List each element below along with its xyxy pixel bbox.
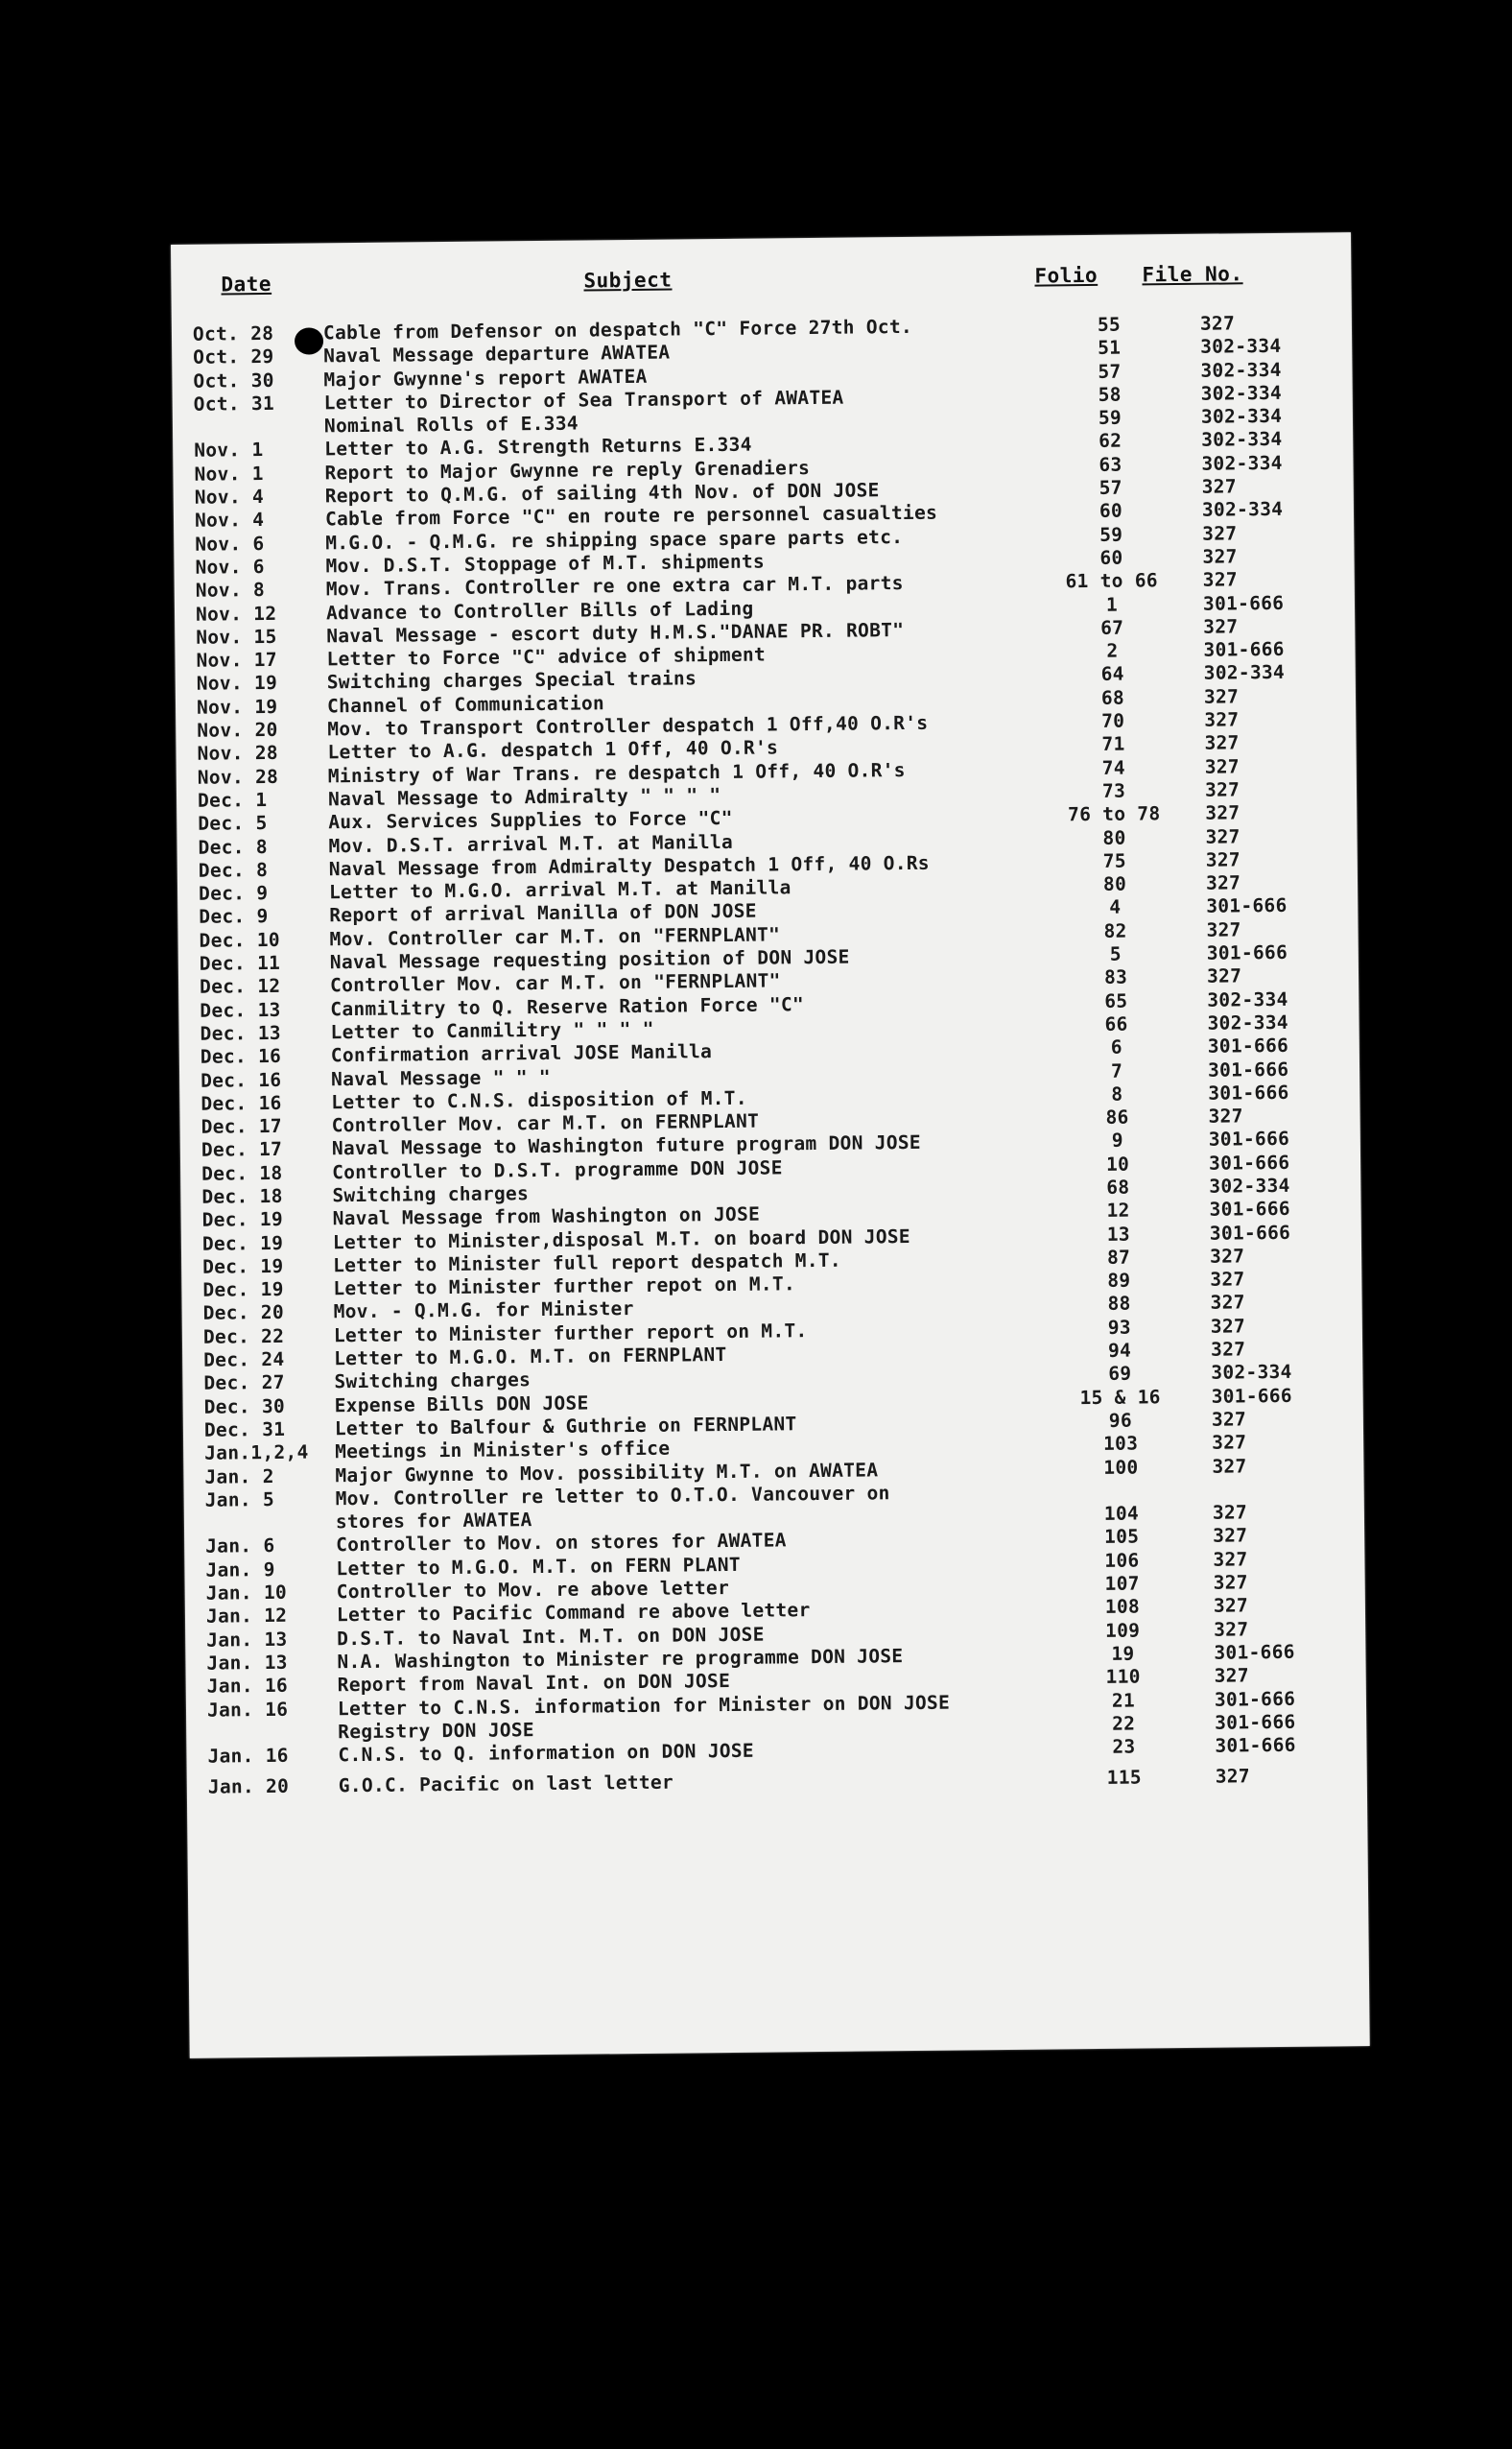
row-subject: Ministry of War Trans. re despatch 1 Off, 40 O.R's bbox=[327, 758, 906, 787]
row-folio: 57 bbox=[1099, 476, 1122, 499]
row-subject: Major Gwynne to Mov. possibility M.T. on AWATEA bbox=[335, 1458, 879, 1486]
row-date: Dec. 19 bbox=[202, 1277, 284, 1301]
row-file-no: 302-334 bbox=[1201, 451, 1283, 475]
row-date: Nov. 28 bbox=[197, 742, 278, 766]
row-file-no: 327 bbox=[1203, 685, 1240, 708]
row-date: Oct. 30 bbox=[193, 369, 274, 392]
row-folio: 88 bbox=[1107, 1293, 1131, 1316]
row-file-no: 327 bbox=[1205, 871, 1241, 894]
row-folio: 82 bbox=[1103, 919, 1127, 942]
row-date: Jan. 16 bbox=[206, 1698, 289, 1722]
row-file-no: 327 bbox=[1204, 755, 1240, 778]
row-file-no: 301-666 bbox=[1206, 894, 1288, 918]
row-folio: 83 bbox=[1103, 965, 1128, 989]
row-date: Nov. 20 bbox=[197, 718, 278, 742]
row-subject: Mov. to Transport Controller despatch 1 Off,40 O.R's bbox=[327, 711, 929, 741]
row-file-no: 301-666 bbox=[1209, 1198, 1290, 1221]
row-file-no: 327 bbox=[1212, 1454, 1247, 1478]
row-date: Jan. 2 bbox=[204, 1464, 274, 1488]
row-file-no: 301-666 bbox=[1209, 1221, 1291, 1245]
row-file-no: 327 bbox=[1210, 1315, 1246, 1338]
row-date: Dec. 11 bbox=[199, 951, 281, 975]
row-subject: Mov. D.S.T. arrival M.T. at Manilla bbox=[328, 830, 734, 857]
row-folio: 69 bbox=[1108, 1362, 1132, 1386]
row-file-no: 327 bbox=[1210, 1338, 1246, 1361]
row-subject: Letter to Minister further repot on M.T. bbox=[333, 1272, 796, 1300]
row-subject: Mov. D.S.T. Stoppage of M.T. shipments bbox=[325, 550, 766, 578]
row-subject: Report from Naval Int. on DON JOSE bbox=[337, 1670, 731, 1697]
row-date: Dec. 30 bbox=[203, 1394, 286, 1418]
row-date: Dec. 27 bbox=[203, 1371, 285, 1395]
row-subject: Naval Message from Admiralty Despatch 1 Off, 40 O.Rs bbox=[328, 851, 931, 881]
row-subject: Channel of Communication bbox=[326, 692, 605, 718]
row-folio: 13 bbox=[1106, 1223, 1131, 1246]
row-file-no: 327 bbox=[1211, 1408, 1247, 1431]
row-date: Nov. 17 bbox=[196, 649, 277, 672]
row-folio: 103 bbox=[1102, 1432, 1139, 1456]
row-date: Nov. 19 bbox=[196, 695, 278, 719]
row-folio: 68 bbox=[1106, 1176, 1130, 1199]
row-file-no: 327 bbox=[1199, 312, 1236, 335]
row-date: Jan.1,2,4 bbox=[204, 1440, 309, 1464]
row-date: Jan. 13 bbox=[206, 1628, 288, 1652]
row-folio: 59 bbox=[1099, 523, 1123, 546]
row-subject: Report to Q.M.G. of sailing 4th Nov. of DON JOSE bbox=[324, 479, 880, 508]
row-folio: 22 bbox=[1112, 1712, 1136, 1735]
row-file-no: 327 bbox=[1210, 1291, 1245, 1315]
row-subject: N.A. Washington to Minister re programme DON JOSE bbox=[337, 1645, 904, 1674]
row-subject: Mov. Trans. Controller re one extra car M.T. parts bbox=[325, 572, 904, 601]
row-date: Dec. 1 bbox=[197, 788, 268, 812]
row-date: Jan. 9 bbox=[205, 1557, 275, 1581]
row-folio: 62 bbox=[1099, 430, 1122, 453]
row-file-no: 327 bbox=[1213, 1524, 1248, 1548]
row-subject: Letter to C.N.S. disposition of M.T. bbox=[331, 1086, 747, 1114]
row-subject: Mov. - Q.M.G. for Minister bbox=[333, 1297, 634, 1323]
row-file-no: 302-334 bbox=[1207, 987, 1288, 1011]
row-subject: Letter to C.N.S. information for Minister on DON JOSE bbox=[337, 1691, 951, 1720]
row-date: Dec. 22 bbox=[202, 1324, 285, 1348]
row-folio: 65 bbox=[1104, 989, 1128, 1012]
row-folio: 70 bbox=[1101, 709, 1125, 732]
row-folio: 55 bbox=[1097, 313, 1122, 336]
row-folio: 60 bbox=[1099, 500, 1123, 523]
row-subject: Letter to M.G.O. M.T. on FERN PLANT bbox=[336, 1553, 741, 1581]
row-date: Jan. 5 bbox=[204, 1487, 275, 1511]
header-date: Date bbox=[221, 272, 272, 297]
row-file-no: 327 bbox=[1206, 964, 1242, 988]
row-subject: Switching charges Special trains bbox=[326, 667, 697, 694]
row-subject: Nominal Rolls of E.334 bbox=[323, 412, 579, 438]
row-file-no: 327 bbox=[1209, 1245, 1245, 1268]
row-folio: 87 bbox=[1106, 1246, 1131, 1269]
row-subject: Switching charges bbox=[332, 1182, 530, 1207]
row-date: Dec. 12 bbox=[199, 975, 281, 999]
row-subject: Naval Message to Washington future program DON JOSE bbox=[331, 1131, 922, 1160]
row-folio: 94 bbox=[1107, 1339, 1132, 1362]
row-file-no: 327 bbox=[1205, 824, 1240, 848]
row-folio: 10 bbox=[1105, 1153, 1130, 1176]
row-file-no: 327 bbox=[1202, 522, 1238, 545]
row-date: Dec. 13 bbox=[200, 1021, 282, 1045]
row-subject: stores for AWATEA bbox=[335, 1509, 532, 1534]
row-subject: C.N.S. to Q. information on DON JOSE bbox=[338, 1739, 755, 1767]
row-file-no: 327 bbox=[1213, 1571, 1248, 1594]
row-folio: 96 bbox=[1108, 1409, 1133, 1432]
row-file-no: 301-666 bbox=[1214, 1687, 1296, 1711]
row-subject: Mov. Controller car M.T. on "FERNPLANT" bbox=[329, 923, 781, 951]
row-subject: Letter to Minister,disposal M.T. on board DON JOSE bbox=[332, 1224, 910, 1253]
row-date: Nov. 1 bbox=[194, 439, 264, 463]
row-file-no: 302-334 bbox=[1200, 335, 1282, 359]
row-subject: Cable from Defensor on despatch "C" Force 27th Oct. bbox=[322, 315, 913, 345]
row-date: Dec. 17 bbox=[201, 1138, 283, 1162]
row-file-no: 327 bbox=[1204, 778, 1240, 801]
row-file-no: 327 bbox=[1202, 545, 1238, 568]
row-date: Dec. 19 bbox=[202, 1254, 284, 1278]
row-folio: 1 bbox=[1105, 593, 1119, 616]
row-file-no: 327 bbox=[1208, 1105, 1243, 1128]
row-file-no: 301-666 bbox=[1203, 638, 1285, 661]
row-folio: 100 bbox=[1103, 1456, 1139, 1479]
row-file-no: 302-334 bbox=[1201, 428, 1283, 452]
row-subject: Naval Message requesting position of DON JOSE bbox=[329, 945, 850, 974]
row-date: Jan. 12 bbox=[205, 1605, 288, 1629]
row-file-no: 327 bbox=[1201, 475, 1237, 498]
row-folio: 60 bbox=[1099, 546, 1123, 569]
row-subject: Letter to A.G. Strength Returns E.334 bbox=[324, 434, 752, 461]
row-folio: 19 bbox=[1111, 1642, 1135, 1665]
row-subject: Letter to Minister full report despatch M.T. bbox=[333, 1248, 842, 1277]
header-file-no: File No. bbox=[1142, 262, 1243, 287]
row-file-no: 327 bbox=[1203, 615, 1239, 638]
row-folio: 5 bbox=[1109, 942, 1122, 965]
row-file-no: 301-666 bbox=[1215, 1733, 1296, 1757]
row-folio: 57 bbox=[1098, 360, 1122, 383]
row-date: Dec. 18 bbox=[201, 1161, 283, 1185]
row-date: Dec. 31 bbox=[203, 1417, 286, 1441]
row-folio: 7 bbox=[1110, 1059, 1123, 1082]
row-subject: Major Gwynne's report AWATEA bbox=[323, 365, 648, 391]
row-folio: 93 bbox=[1107, 1316, 1132, 1339]
row-date: Nov. 8 bbox=[195, 579, 266, 603]
row-folio: 115 bbox=[1106, 1766, 1142, 1790]
row-file-no: 302-334 bbox=[1203, 661, 1286, 685]
row-subject: Letter to A.G. despatch 1 Off, 40 O.R's bbox=[327, 736, 779, 764]
row-folio: 51 bbox=[1098, 336, 1122, 360]
row-subject: Report of arrival Manilla of DON JOSE bbox=[329, 900, 757, 927]
row-date: Dec. 13 bbox=[200, 998, 281, 1022]
row-date: Nov. 4 bbox=[194, 486, 265, 509]
row-date: Nov. 12 bbox=[195, 602, 277, 626]
row-subject: Advance to Controller Bills of Lading bbox=[325, 597, 754, 624]
row-folio: 80 bbox=[1102, 872, 1127, 895]
row-file-no: 327 bbox=[1210, 1268, 1245, 1291]
row-subject: Letter to M.G.O. arrival M.T. at Manilla bbox=[328, 876, 791, 904]
row-folio: 9 bbox=[1111, 1129, 1123, 1153]
row-folio: 106 bbox=[1104, 1549, 1140, 1572]
row-folio: 109 bbox=[1104, 1619, 1141, 1642]
row-folio: 2 bbox=[1106, 639, 1119, 662]
row-date: Dec. 20 bbox=[202, 1301, 285, 1325]
row-subject: Letter to Minister further report on M.T. bbox=[333, 1319, 808, 1347]
row-subject: Letter to Canmilitry " " " " bbox=[330, 1017, 654, 1044]
row-date: Jan. 13 bbox=[206, 1651, 288, 1675]
row-folio: 23 bbox=[1112, 1735, 1136, 1758]
row-subject: Cable from Force "C" en route re personnel casualties bbox=[324, 502, 938, 531]
row-subject: G.O.C. Pacific on last letter bbox=[338, 1771, 674, 1797]
row-subject: M.G.O. - Q.M.G. re shipping space spare parts etc. bbox=[325, 525, 904, 554]
row-file-no: 302-334 bbox=[1200, 358, 1282, 382]
row-file-no: 301-666 bbox=[1206, 940, 1288, 964]
row-file-no: 327 bbox=[1213, 1548, 1248, 1571]
row-folio: 15 & 16 bbox=[1079, 1385, 1161, 1409]
row-folio: 74 bbox=[1101, 756, 1125, 779]
row-file-no: 327 bbox=[1214, 1617, 1249, 1641]
row-date: Dec. 8 bbox=[198, 858, 269, 882]
row-file-no: 327 bbox=[1213, 1594, 1249, 1618]
row-folio: 80 bbox=[1102, 826, 1126, 849]
row-subject: Aux. Services Supplies to Force "C" bbox=[328, 807, 733, 834]
row-folio bbox=[1069, 1479, 1174, 1480]
row-file-no: 327 bbox=[1204, 731, 1240, 755]
row-date: Dec. 19 bbox=[201, 1231, 284, 1255]
row-subject: Controller to D.S.T. programme DON JOSE bbox=[332, 1156, 783, 1183]
row-date: Dec. 16 bbox=[200, 1045, 282, 1068]
row-date: Oct. 29 bbox=[193, 345, 274, 369]
row-file-no: 301-666 bbox=[1214, 1640, 1295, 1664]
row-subject: Mov. Controller re letter to O.T.O. Vancouver on bbox=[335, 1482, 890, 1510]
row-folio: 108 bbox=[1104, 1595, 1141, 1619]
row-date: Dec. 9 bbox=[199, 905, 269, 929]
row-subject: Letter to Force "C" advice of shipment bbox=[326, 643, 767, 671]
row-date: Jan. 6 bbox=[205, 1534, 275, 1558]
row-date: Nov. 28 bbox=[197, 765, 279, 789]
row-date: Dec. 9 bbox=[198, 882, 269, 905]
row-date: Oct. 28 bbox=[192, 321, 274, 345]
row-date: Nov. 1 bbox=[194, 462, 264, 486]
row-file-no: 302-334 bbox=[1201, 498, 1284, 522]
row-subject: Controller to Mov. on stores for AWATEA bbox=[336, 1529, 787, 1557]
row-folio: 105 bbox=[1103, 1525, 1140, 1549]
row-file-no: 302-334 bbox=[1211, 1361, 1292, 1385]
row-file-no: 327 bbox=[1205, 848, 1241, 871]
row-folio: 73 bbox=[1101, 779, 1126, 802]
row-subject: Canmilitry to Q. Reserve Ration Force "C" bbox=[330, 992, 805, 1020]
row-subject: Confirmation arrival JOSE Manilla bbox=[330, 1040, 713, 1067]
row-subject: Meetings in Minister's office bbox=[335, 1437, 671, 1463]
row-file-no: 327 bbox=[1206, 918, 1241, 941]
header-subject: Subject bbox=[583, 268, 673, 293]
row-date: Dec. 16 bbox=[201, 1091, 282, 1115]
row-folio: 68 bbox=[1100, 686, 1125, 709]
row-folio: 12 bbox=[1106, 1199, 1130, 1223]
row-file-no: 301-666 bbox=[1215, 1710, 1296, 1734]
row-subject: Registry DON JOSE bbox=[338, 1718, 535, 1744]
row-file-no: 327 bbox=[1212, 1501, 1248, 1524]
table-row bbox=[208, 1765, 1350, 1800]
row-file-no: 301-666 bbox=[1208, 1151, 1290, 1175]
row-subject: Switching charges bbox=[334, 1368, 532, 1393]
row-subject: Expense Bills DON JOSE bbox=[334, 1391, 589, 1416]
row-folio: 89 bbox=[1107, 1269, 1131, 1293]
row-file-no: 327 bbox=[1205, 801, 1240, 824]
row-file-no: 302-334 bbox=[1209, 1174, 1290, 1198]
row-date: Dec. 19 bbox=[201, 1208, 284, 1231]
row-date: Nov. 19 bbox=[196, 672, 278, 696]
row-date: Dec. 17 bbox=[201, 1114, 283, 1138]
row-date: Nov. 4 bbox=[194, 509, 265, 533]
row-subject: Controller to Mov. re above letter bbox=[336, 1577, 730, 1604]
row-folio: 67 bbox=[1100, 616, 1124, 639]
row-date: Jan. 20 bbox=[207, 1775, 290, 1799]
row-file-no: 327 bbox=[1214, 1664, 1249, 1687]
row-date: Dec. 16 bbox=[200, 1068, 282, 1092]
row-folio: 66 bbox=[1104, 1012, 1128, 1035]
row-file-no: 302-334 bbox=[1207, 1011, 1288, 1034]
row-subject: Letter to M.G.O. M.T. on FERNPLANT bbox=[334, 1343, 727, 1370]
row-subject: Letter to Balfour & Guthrie on FERNPLANT bbox=[334, 1413, 797, 1440]
row-file-no: 301-666 bbox=[1202, 591, 1285, 615]
row-folio: 71 bbox=[1101, 732, 1125, 756]
row-file-no: 302-334 bbox=[1200, 405, 1283, 428]
row-folio: 8 bbox=[1111, 1082, 1123, 1106]
row-folio: 76 to 78 bbox=[1067, 802, 1161, 826]
row-subject: Letter to Pacific Command re above letter bbox=[336, 1599, 811, 1627]
row-folio: 6 bbox=[1110, 1035, 1122, 1058]
row-folio: 107 bbox=[1104, 1572, 1140, 1595]
row-date: Dec. 8 bbox=[198, 835, 268, 859]
row-subject: Naval Message " " " bbox=[330, 1065, 551, 1090]
row-subject: Naval Message - escort duty H.M.S."DANAE PR. ROBT" bbox=[326, 618, 905, 648]
row-file-no: 301-666 bbox=[1208, 1081, 1289, 1105]
row-date: Nov. 6 bbox=[195, 532, 265, 556]
row-folio: 64 bbox=[1100, 663, 1124, 686]
row-date: Dec. 5 bbox=[198, 812, 268, 835]
row-subject: Naval Message departure AWATEA bbox=[323, 341, 671, 368]
row-folio: 21 bbox=[1111, 1689, 1136, 1712]
row-date: Nov. 6 bbox=[195, 555, 265, 579]
row-subject: D.S.T. to Naval Int. M.T. on DON JOSE bbox=[337, 1623, 765, 1650]
row-subject: Naval Message to Admiralty " " " " bbox=[327, 783, 721, 811]
row-subject: Controller Mov. car M.T. on "FERNPLANT" bbox=[329, 969, 781, 997]
row-file-no: 327 bbox=[1202, 568, 1238, 592]
header-folio: Folio bbox=[1034, 263, 1099, 288]
row-folio: 61 to 66 bbox=[1065, 569, 1158, 593]
row-folio: 4 bbox=[1109, 896, 1122, 919]
row-file-no: 301-666 bbox=[1207, 1034, 1289, 1058]
row-folio: 75 bbox=[1102, 849, 1126, 872]
row-subject: Report to Major Gwynne re reply Grenadiers bbox=[324, 456, 811, 485]
index-table bbox=[193, 311, 1350, 1799]
row-date: Jan. 10 bbox=[205, 1581, 288, 1605]
row-file-no: 301-666 bbox=[1208, 1128, 1290, 1152]
row-folio: 104 bbox=[1103, 1502, 1140, 1526]
row-folio: 86 bbox=[1105, 1106, 1129, 1129]
row-file-no: 327 bbox=[1212, 1431, 1247, 1454]
row-file-no: 301-666 bbox=[1207, 1058, 1289, 1082]
row-date: Dec. 10 bbox=[199, 928, 280, 952]
row-subject: Controller Mov. car M.T. on FERNPLANT bbox=[331, 1109, 760, 1137]
row-date: Dec. 24 bbox=[203, 1347, 285, 1371]
row-date: Oct. 31 bbox=[193, 392, 275, 416]
row-subject: Letter to Director of Sea Transport of AWATEA bbox=[323, 386, 844, 415]
row-folio: 63 bbox=[1099, 453, 1122, 476]
row-folio: 59 bbox=[1098, 406, 1122, 430]
row-date: Dec. 18 bbox=[201, 1184, 283, 1208]
row-file-no: 327 bbox=[1204, 708, 1240, 731]
row-file-no: 301-666 bbox=[1211, 1384, 1293, 1408]
row-folio: 110 bbox=[1105, 1665, 1141, 1689]
row-subject: Naval Message from Washington on JOSE bbox=[332, 1202, 761, 1230]
row-folio: 58 bbox=[1098, 383, 1122, 406]
row-file-no: 302-334 bbox=[1200, 381, 1283, 405]
document-page bbox=[171, 232, 1370, 2058]
row-date: Jan. 16 bbox=[207, 1744, 289, 1768]
row-file-no: 327 bbox=[1215, 1765, 1251, 1789]
row-date: Jan. 16 bbox=[206, 1675, 289, 1698]
row-date: Nov. 15 bbox=[196, 625, 277, 649]
